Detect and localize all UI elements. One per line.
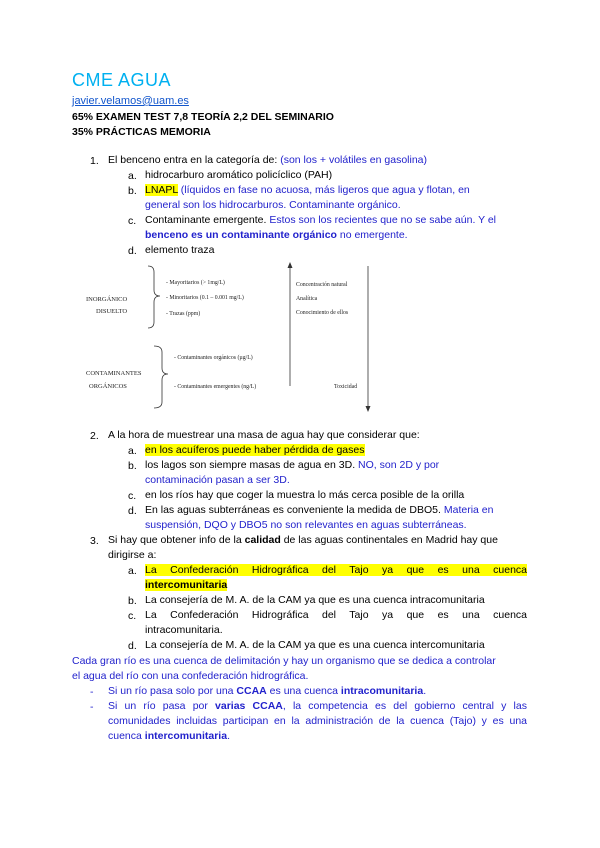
q1-a-text: hidrocarburo aromático policíclico (PAH): [145, 169, 333, 181]
q3-bold: calidad: [244, 534, 281, 546]
diag-mayoritarios: - Mayoritarios (> 1mg/L): [166, 280, 225, 286]
bullet-1-b2: intracomunitaria: [340, 685, 424, 697]
q1-c-line2: [145, 228, 408, 243]
q1-c-note2: no emergente.: [336, 229, 408, 241]
q3-b-text: La consejería de M. A. de la CAM ya que es una cuenca intracomunitaria: [145, 594, 485, 606]
q3-number: 3.: [90, 535, 99, 547]
q1-b-highlight: LNAPL: [145, 184, 178, 196]
diag-minoritarios: - Minoritarios (0.1 – 0.001 mg/L): [166, 295, 244, 301]
diag-toxicidad: Toxicidad: [334, 384, 358, 390]
diag-inorganico: INORGÁNICO: [86, 296, 128, 303]
bullet-2-t2: , la competencia es del gobierno central y las: [282, 700, 527, 712]
q3-t1: Si hay que obtener info de la: [108, 534, 245, 546]
q3-a-letter: a.: [128, 565, 137, 577]
q1-c-note1: Estos son los recientes que no se sabe aún. Y el: [266, 214, 497, 226]
q2-text: A la hora de muestrear una masa de agua hay que considerar que:: [108, 429, 420, 441]
q3-c-letter: c.: [128, 610, 137, 622]
q2-a-highlight: en los acuíferos puede haber pérdida de gases: [145, 444, 365, 456]
q1-a-letter: a.: [128, 170, 137, 182]
q2-d-note1: Materia en: [440, 504, 494, 516]
q3-b-letter: b.: [128, 595, 137, 607]
diag-concentracion: Concentración natural: [296, 282, 348, 288]
diag-emergentes-ng: - Contaminantes emergentes (ng/L): [174, 384, 257, 390]
q1-stem: El benceno entra en la categoría de:: [108, 154, 278, 166]
bullet-2-line2: comunidades incluidas participan en la administración de la cuenca (Tajo) y es una: [108, 715, 527, 727]
bullet-1-t2: es una cuenca: [266, 685, 341, 697]
q2-b-text: [145, 458, 527, 473]
grading-line-2: 35% PRÁCTICAS MEMORIA: [72, 126, 211, 138]
bullet-2-dash: -: [90, 701, 94, 713]
diag-conocimiento: Conocimiento de ellos: [296, 310, 349, 316]
q3-line2: dirigirse a:: [108, 549, 157, 561]
q1-b-letter: b.: [128, 185, 137, 197]
q3-d-letter: d.: [128, 640, 137, 652]
q1-c-letter: c.: [128, 215, 137, 227]
q2-b-letter: b.: [128, 460, 137, 472]
q1-c-text: [145, 213, 530, 228]
q3-a-text: [145, 563, 527, 578]
q2-a-letter: a.: [128, 445, 137, 457]
diag-trazas: - Trazas (ppm): [166, 311, 201, 317]
q2-c-text: en los ríos hay que coger la muestra lo más cerca posible de la orilla: [145, 489, 465, 501]
bullet-1-t3: .: [423, 685, 427, 697]
q3-d-text: La consejería de M. A. de la CAM ya que es una cuenca intercomunitaria: [145, 639, 485, 651]
bullet-1-t1: Si un río pasa solo por una: [108, 685, 237, 697]
q3-a-line1: La Confederación Hidrográfica del Tajo ya que es una cuenca: [145, 564, 527, 576]
diag-organicos: ORGÁNICOS: [89, 383, 127, 390]
q2-a-text: [145, 443, 365, 458]
q3-c-line1: La Confederación Hidrográfica del Tajo ya que es una cuenca: [145, 609, 527, 621]
q1-c-bold: benceno es un contaminante orgánico: [145, 229, 337, 241]
q3-a-bold: intercomunitaria: [145, 579, 228, 591]
bullet-2-b1: varias CCAA: [215, 700, 283, 712]
bullet-2-line3: [108, 729, 230, 744]
q1-note: (son los + volátiles en gasolina): [280, 154, 428, 166]
grading-line-1: 65% EXAMEN TEST 7,8 TEORÍA 2,2 DEL SEMINARIO: [72, 111, 334, 123]
q2-c-letter: c.: [128, 490, 137, 502]
diag-analitica: Analítica: [296, 296, 318, 302]
q3-text: [108, 533, 498, 548]
q2-d-stem: En las aguas subterráneas es conveniente la medida de DBO5.: [145, 504, 441, 516]
bullet-1-text: [108, 684, 426, 699]
diag-disuelto: DISUELTO: [96, 308, 128, 315]
q2-b-note2: contaminación pasan a ser 3D.: [145, 474, 290, 486]
q1-text: [108, 153, 427, 168]
bullet-2-t3: .: [227, 730, 230, 742]
closing-line-2: el agua del río con una confederación hidrográfica.: [72, 670, 309, 682]
diag-contaminantes: CONTAMINANTES: [86, 370, 142, 377]
bullet-2-t1: Si un río pasa por: [108, 700, 216, 712]
bullet-2-line1: [108, 699, 527, 714]
page-title: CME AGUA: [72, 70, 172, 90]
email-link[interactable]: javier.velamos@uam.es: [72, 95, 189, 107]
q1-number: 1.: [90, 155, 99, 167]
q3-c-line2: intracomunitaria.: [145, 624, 223, 636]
q1-d-text: elemento traza: [145, 244, 215, 256]
q3-t2: de las aguas continentales en Madrid hay que: [280, 534, 498, 546]
q2-number: 2.: [90, 430, 99, 442]
q2-b-note1: NO, son 2D y por: [355, 459, 440, 471]
q3-a-line2: [145, 578, 227, 593]
q2-b-stem: los lagos son siempre masas de agua en 3D.: [145, 459, 356, 471]
bullet-2-line3a: cuenca: [108, 730, 145, 742]
q1-c-stem: Contaminante emergente.: [145, 214, 267, 226]
q2-d-note2: suspensión, DQO y DBO5 no son relevantes en aguas subterráneas.: [145, 519, 467, 531]
bullet-1-b1: CCAA: [236, 685, 267, 697]
diag-organicos-ug: - Contaminantes orgánicos (µg/L): [174, 355, 253, 361]
q2-d-text: [145, 503, 530, 518]
q1-b-line1: (líquidos en fase no acuosa, más ligeros que agua y flotan, en: [177, 184, 470, 196]
bullet-1-dash: -: [90, 686, 94, 698]
bullet-2-b2: intercomunitaria: [144, 730, 228, 742]
q1-b-line2: general son los hidrocarburos. Contaminante orgánico.: [145, 199, 401, 211]
q1-d-letter: d.: [128, 245, 137, 257]
q2-d-letter: d.: [128, 505, 137, 517]
closing-line-1: Cada gran río es una cuenca de delimitación y hay un organismo que se dedica a controlar: [72, 655, 496, 667]
q1-b-text: [145, 183, 527, 198]
classification-diagram: [86, 258, 386, 418]
